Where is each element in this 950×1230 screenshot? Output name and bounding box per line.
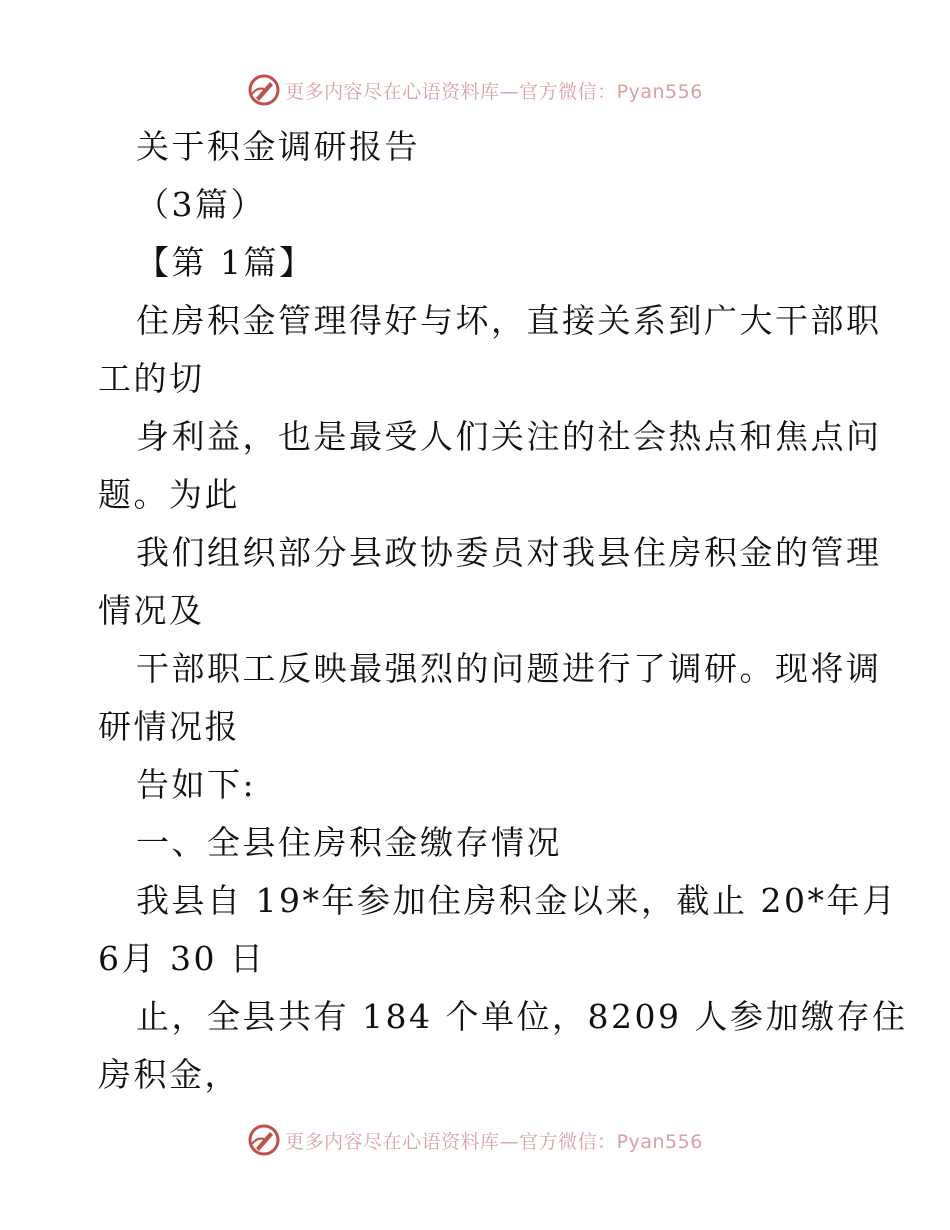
- paragraph-line: 身利益，也是最受人们关注的社会热点和焦点问: [136, 417, 882, 456]
- paragraph-line: 房积金，: [98, 1055, 240, 1094]
- header-watermark: [0, 70, 950, 110]
- footer-watermark: [0, 1120, 950, 1160]
- paragraph-line: 我们组织部分县政协委员对我县住房积金的管理: [136, 533, 882, 572]
- pen-seal-icon: [247, 73, 281, 107]
- paragraph-line: 干部职工反映最强烈的问题进行了调研。现将调: [136, 649, 882, 688]
- pen-seal-icon: [247, 1123, 281, 1157]
- footer-watermark-text: 更多内容尽在心语资料库—官方微信：Pyan556: [285, 1130, 703, 1153]
- paragraph-line: 情况及: [98, 591, 205, 630]
- paragraph-line: 研情况报: [98, 707, 240, 746]
- document-subtitle: （3篇）: [136, 185, 266, 224]
- paragraph-line: 6月 30 日: [98, 939, 266, 978]
- section-heading: 【第 1篇】: [136, 243, 315, 282]
- paragraph-line: 工的切: [98, 359, 205, 398]
- paragraph-line: 我县自 19*年参加住房积金以来，截止 20*年月: [136, 881, 898, 920]
- paragraph-line: 止，全县共有 184 个单位，8209 人参加缴存住: [136, 997, 908, 1036]
- paragraph-line: 题。为此: [98, 475, 240, 514]
- document-title: 关于积金调研报告: [136, 127, 420, 166]
- paragraph-line: 告如下:: [136, 765, 257, 804]
- section-heading: 一、全县住房积金缴存情况: [136, 823, 562, 862]
- header-watermark-text: 更多内容尽在心语资料库—官方微信：Pyan556: [285, 80, 703, 103]
- paragraph-line: 住房积金管理得好与坏，直接关系到广大干部职: [136, 301, 882, 340]
- document-body: [98, 118, 908, 1104]
